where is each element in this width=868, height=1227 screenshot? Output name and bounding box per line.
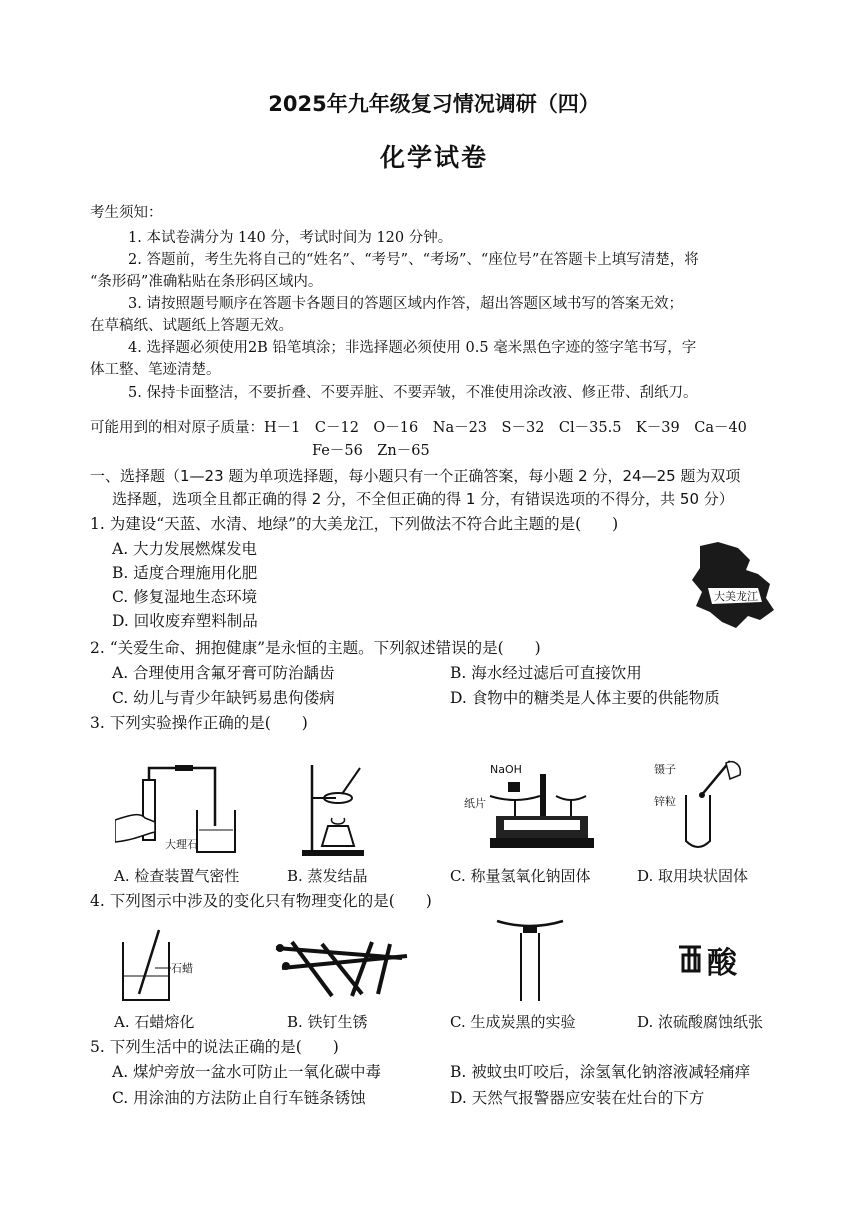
notice-item-5: 5. 保持卡面整洁，不要折叠、不要弄脏、不要弄皱，不准使用涂改液、修正带、刮纸刀。 xyxy=(128,385,698,401)
rusty-nails-image xyxy=(272,938,412,1000)
q3-option-b: B. 蒸发结晶 xyxy=(287,867,368,885)
map-label: 大美龙江 xyxy=(714,590,758,603)
q1-stem: 1. 为建设“天蓝、水清、地绿”的大美龙江，下列做法不符合此主题的是( ) xyxy=(90,515,619,533)
balance-weighing-image xyxy=(460,760,595,860)
q3-stem: 3. 下列实验操作正确的是( ) xyxy=(90,714,308,732)
notice-heading: 考生须知： xyxy=(90,205,163,221)
notice-item-3b: 在草稿纸、试题纸上答题无效。 xyxy=(90,318,293,334)
atomic-masses-line-2: Fe－56 Zn－65 xyxy=(312,443,430,459)
section-heading-line-2: 选择题，选项全且都正确的得 2 分，不全但正确的得 1 分，有错误选项的不得分，共 50 分） xyxy=(112,490,734,508)
q5-option-b: B. 被蚊虫叮咬后，涂氢氧化钠溶液减轻痛痒 xyxy=(450,1063,751,1081)
q2-option-b: B. 海水经过滤后可直接饮用 xyxy=(450,664,642,682)
notice-item-4a: 4. 选择题必须使用2B 铅笔填涂；非选择题必须使用 0.5 毫米黑色字迹的签字笔书写，字 xyxy=(128,340,697,356)
heilongjiang-map-image xyxy=(688,540,778,635)
label-marble: 大理石 xyxy=(165,838,198,851)
label-zinc: 锌粒 xyxy=(654,795,676,808)
q5-option-a: A. 煤炉旁放一盆水可防止一氧化碳中毒 xyxy=(112,1063,382,1081)
q4-option-b: B. 铁钉生锈 xyxy=(287,1013,368,1031)
q1-option-d: D. 回收废弃塑料制品 xyxy=(112,612,258,630)
q3-option-c: C. 称量氢氧化钠固体 xyxy=(450,867,591,885)
label-naoh: NaOH xyxy=(490,763,522,776)
label-paper: 纸片 xyxy=(464,797,486,810)
q4-option-d: D. 浓硫酸腐蚀纸张 xyxy=(637,1013,764,1031)
acid-paper-image xyxy=(675,935,745,985)
q1-option-c: C. 修复湿地生态环境 xyxy=(112,588,258,606)
q5-option-c: C. 用涂油的方法防止自行车链条锈蚀 xyxy=(112,1089,366,1107)
q5-stem: 5. 下列生活中的说法正确的是( ) xyxy=(90,1038,339,1056)
q4-option-a: A. 石蜡熔化 xyxy=(114,1013,195,1031)
q1-option-b: B. 适度合理施用化肥 xyxy=(112,564,258,582)
atomic-masses-line-1: 可能用到的相对原子质量：H－1 C－12 O－16 Na－23 S－32 Cl－35.5 K－39 Ca－40 xyxy=(90,420,747,436)
q5-option-d: D. 天然气报警器应安装在灶台的下方 xyxy=(450,1089,705,1107)
label-tweezers: 镊子 xyxy=(654,763,676,776)
notice-item-4b: 体工整、笔迹清楚。 xyxy=(90,362,221,378)
q3-option-d: D. 取用块状固体 xyxy=(637,867,749,885)
q2-option-a: A. 合理使用含氟牙膏可防治龋齿 xyxy=(112,664,335,682)
q2-stem: 2. “关爱生命、拥抱健康”是永恒的主题。下列叙述错误的是( ) xyxy=(90,639,541,657)
tweezers-test-tube-image xyxy=(650,755,750,855)
airtightness-apparatus-image xyxy=(115,760,245,860)
q4-option-c: C. 生成炭黑的实验 xyxy=(450,1013,576,1031)
q2-option-d: D. 食物中的糖类是人体主要的供能物质 xyxy=(450,689,720,707)
q4-stem: 4. 下列图示中涉及的变化只有物理变化的是( ) xyxy=(90,892,432,910)
carbon-black-candle-image xyxy=(495,915,565,1005)
label-acid: 酸 xyxy=(707,946,737,981)
wax-melting-image xyxy=(115,928,210,1006)
notice-item-2a: 2. 答题前，考生先将自己的“姓名”、“考号”、“考场”、“座位号”在答题卡上填写清楚，将 xyxy=(128,252,699,268)
q1-option-a: A. 大力发展燃煤发电 xyxy=(112,540,258,558)
exam-subject: 化学试卷 xyxy=(379,143,488,172)
label-wax: 石蜡 xyxy=(171,962,193,975)
exam-title: 2025年九年级复习情况调研（四） xyxy=(268,92,600,116)
evaporation-apparatus-image xyxy=(298,760,373,860)
q3-option-a: A. 检查装置气密性 xyxy=(114,867,240,885)
q2-option-c: C. 幼儿与青少年缺钙易患佝偻病 xyxy=(112,689,335,707)
notice-item-2b: “条形码”准确粘贴在条形码区域内。 xyxy=(90,274,323,290)
notice-item-1: 1. 本试卷满分为 140 分，考试时间为 120 分钟。 xyxy=(128,230,453,246)
section-heading-line-1: 一、选择题（1—23 题为单项选择题，每小题只有一个正确答案，每小题 2 分，24—25 题为双项 xyxy=(90,467,741,485)
notice-item-3a: 3. 请按照题号顺序在答题卡各题目的答题区域内作答，超出答题区域书写的答案无效； xyxy=(128,296,683,312)
